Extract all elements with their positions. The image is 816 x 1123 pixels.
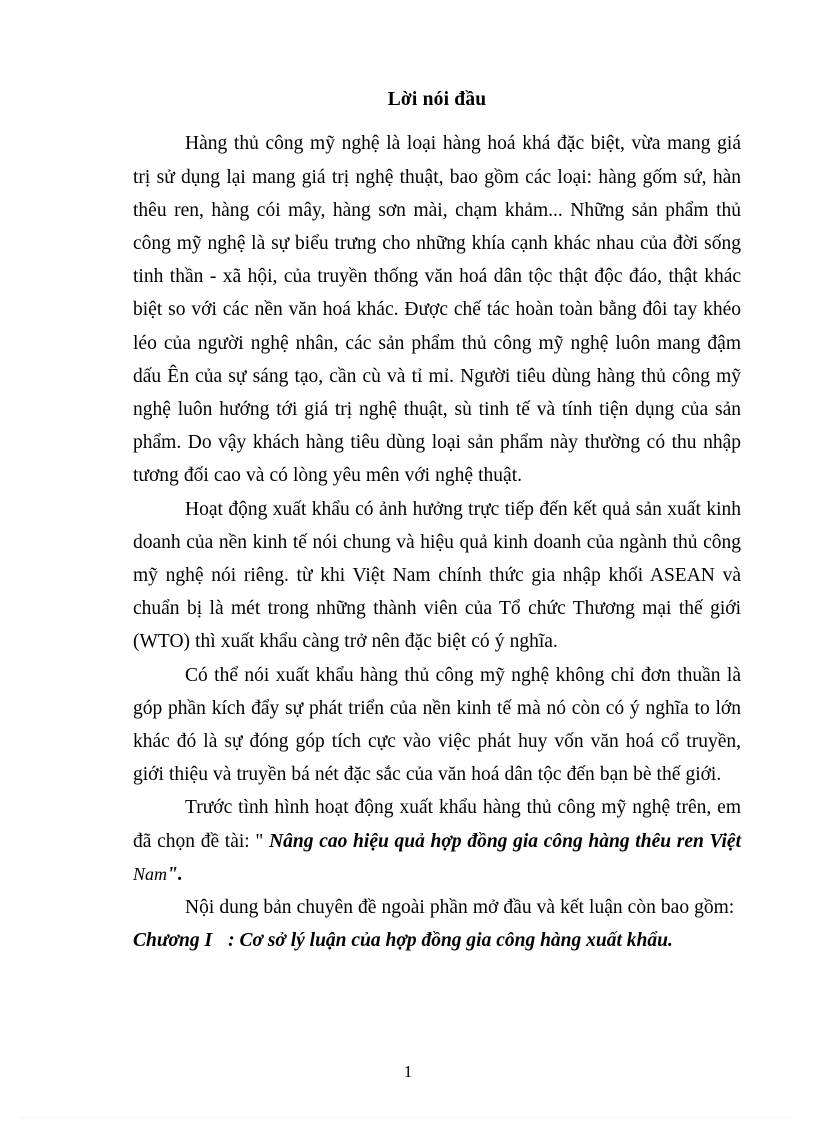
paragraph-4-topic bbox=[133, 791, 741, 891]
scan-artifact-line bbox=[22, 1117, 794, 1118]
paragraph-3: Có thể nói xuất khẩu hàng thủ công mỹ nghệ không chỉ đơn thuần là góp phần kích đẩy sự phát triển của nền kinh tế mà nó còn có ý nghĩa to lớn khác đó là sự đóng góp tích cực vào việc phát huy vốn văn hoá cổ truyền, giới thiệu và truyền bá nét đặc sắc của văn hoá dân tộc đến bạn bè thế giới. bbox=[133, 664, 741, 786]
page-number: 1 bbox=[403, 1062, 413, 1081]
chapter-title: Cơ sở lý luận của hợp đồng gia công hàng xuất khẩu. bbox=[239, 930, 673, 952]
paragraph-1: Hàng thủ công mỹ nghệ là loại hàng hoá khá đặc biệt, vừa mang giá trị sử dụng lại mang giá trị nghệ thuật, bao gồm các loại: hàng gốm sứ, hàn thêu ren, hàng cói mây, hàng sơn mài, chạm khảm... Những sản phẩm thủ công mỹ nghệ là sự biểu trưng cho những khía cạnh khác nhau của đời sống tinh thần - xã hội, của truyền thống văn hoá dân tộc thật độc đáo, thật khác biệt so với các nền văn hoá khác. Được chế tác hoàn toàn bằng đôi tay khéo léo của người nghệ nhân, các sản phẩm thủ công mỹ nghệ luôn mang đậm dấu Ên của sự sáng tạo, cần cù và tỉ mỉ. Người tiêu dùng hàng thủ công mỹ nghệ luôn hướng tới giá trị nghệ thuật, sù tinh tế và tính tiện dụng của sản phẩm. Do vậy khách hàng tiêu dùng loại sản phẩm này thường có thu nhập tương đối cao và có lòng yêu mên với nghệ thuật. bbox=[133, 133, 741, 487]
chapter-separator: : bbox=[228, 930, 235, 952]
page-title: Lời nói đầu bbox=[387, 89, 487, 110]
thesis-topic-close-quote: ". bbox=[167, 863, 183, 885]
paragraph-4-lead-text: Trước tình hình hoạt động xuất khẩu hàng thủ công mỹ nghệ trên, em đã chọn đề tài: " bbox=[133, 797, 741, 852]
paragraph-5: Nội dung bản chuyên đề ngoài phần mở đầu và kết luận còn bao gồm: bbox=[185, 897, 735, 919]
thesis-topic-light: Nam bbox=[133, 863, 168, 884]
chapter-label: Chương I bbox=[133, 930, 213, 952]
paragraph-2: Hoạt động xuất khẩu có ảnh hưởng trực tiếp đến kết quả sản xuất kinh doanh của nền kinh tế nói chung và hiệu quả kinh doanh của ngành thủ công mỹ nghệ nói riêng. từ khi Việt Nam chính thức gia nhập khối ASEAN và chuẩn bị là mét trong những thành viên của Tổ chức Thương mại thế giới (WTO) thì xuất khẩu càng trở nên đặc biệt có ý nghĩa. bbox=[133, 498, 741, 653]
document-body bbox=[133, 88, 741, 957]
thesis-topic-bold: Nâng cao hiệu quả hợp đồng gia công hàng thêu ren Việt bbox=[269, 830, 741, 852]
chapter-heading bbox=[133, 924, 741, 957]
